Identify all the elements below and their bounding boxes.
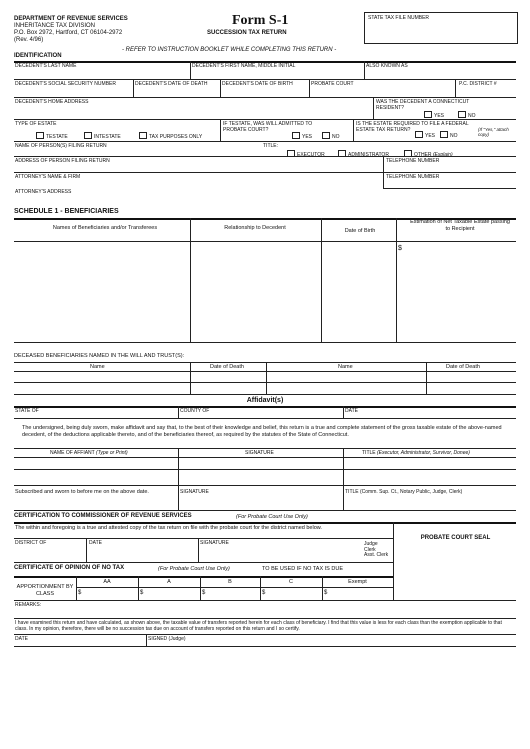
judge-signed-label: SIGNED (Judge)	[148, 636, 186, 642]
beneficiaries-entry-area[interactable]	[14, 242, 516, 342]
tax-purposes-only-option[interactable]: TAX PURPOSES ONLY	[139, 132, 202, 140]
estimation-header: Estimation of Net Taxable Estate passing to Recipient	[410, 219, 510, 232]
deceased-heading: DECEASED BENEFICIARIES NAMED IN THE WILL AND TRUST(S):	[14, 353, 185, 359]
deceased-name-header-1: Name	[90, 364, 105, 370]
ct-resident-question: WAS THE DECEDENT A CONNECTICUT RESIDENT?	[376, 99, 470, 111]
deceased-name-header-2: Name	[338, 364, 353, 370]
notary-signature-label: SIGNATURE	[180, 489, 209, 495]
checkbox-icon[interactable]	[458, 111, 466, 118]
state-tax-file-number-label: STATE TAX FILE NUMBER	[368, 15, 430, 21]
intestate-option[interactable]: INTESTATE	[84, 132, 121, 140]
first-name-label: DECEDENT'S FIRST NAME, MIDDLE INITIAL	[192, 63, 296, 69]
state-of-label: STATE OF	[15, 408, 39, 414]
deceased-dod-header-1: Date of Death	[210, 364, 244, 370]
federal-return-question: IS THE ESTATE REQUIRED TO FILE A FEDERAL ESTATE TAX RETURN?	[356, 121, 469, 133]
remarks-label: REMARKS:	[15, 602, 42, 608]
probate-court-seal-label: PROBATE COURT SEAL	[420, 535, 491, 541]
ct-resident-no[interactable]: NO	[458, 111, 476, 119]
checkbox-icon[interactable]	[424, 111, 432, 118]
class-b-header: B	[228, 579, 232, 585]
exempt-dollar: $	[324, 590, 328, 596]
ssn-label: DECEDENT'S SOCIAL SECURITY NUMBER	[15, 81, 116, 87]
affidavit-date-label: DATE	[345, 408, 358, 414]
schedule1-heading: SCHEDULE 1 - BENEFICIARIES	[14, 208, 119, 215]
probate-court-label: PROBATE COURT	[311, 81, 354, 87]
c-dollar: $	[262, 590, 266, 596]
also-known-as-label: ALSO KNOWN AS	[366, 63, 408, 69]
affiant-title-label: TITLE (Executor, Administrator, Survivor, Donee)	[362, 450, 470, 456]
title-label: TITLE:	[263, 143, 279, 149]
beneficiary-dob-header: Date of Birth	[344, 228, 376, 234]
form-title: Form S-1	[232, 13, 289, 28]
certification-date-label: DATE	[89, 540, 102, 546]
opinion-statement: I have examined this return and have calculated, as shown above, the taxable value of transfers reported herein for each class of beneficiary. I find that this value is less for each class than the exemption applicable to that class. In my opinion, therefore, there will be no succession tax due on account of transfers reported on this return and I so certify.	[15, 620, 502, 632]
department-name: DEPARTMENT OF REVENUE SERVICES	[14, 16, 128, 22]
federal-yes[interactable]: YES	[415, 131, 435, 139]
home-address-label: DECEDENT'S HOME ADDRESS	[15, 99, 89, 105]
judge-clerk-options: Judge Clerk Asst. Clerk	[364, 541, 389, 558]
county-of-label: COUNTY OF	[180, 408, 210, 414]
filer-names-label: NAME OF PERSON(S) FILING RETURN	[15, 143, 107, 149]
affiant-signature-label: SIGNATURE	[245, 450, 274, 456]
ct-resident-yes[interactable]: YES	[424, 111, 444, 119]
other-option[interactable]: OTHER (Explain)	[404, 150, 453, 158]
checkbox-icon[interactable]	[139, 132, 147, 139]
subscribed-statement: Subscribed and sworn to before me on the above date.	[15, 489, 149, 495]
class-a-header: A	[167, 579, 171, 585]
department-address: P.O. Box 2972, Hartford, CT 06104-2972	[14, 30, 123, 36]
will-admitted-yes[interactable]: YES	[292, 132, 312, 140]
revision-date: (Rev. 4/96)	[14, 37, 44, 43]
deceased-dod-header-2: Date of Death	[446, 364, 480, 370]
certification-statement: The within and foregoing is a true and attested copy of the tax return on file with the probate court for the district named below.	[15, 525, 322, 531]
executor-option[interactable]: EXECUTOR	[287, 150, 325, 158]
last-name-label: DECEDENT'S LAST NAME	[15, 63, 77, 69]
notary-title-label: TITLE (Comm. Sup. Ct., Notary Public, Judge, Clerk)	[345, 489, 463, 495]
identification-heading: IDENTIFICATION	[14, 53, 62, 59]
beneficiary-names-header: Names of Beneficiaries and/or Transferees	[52, 225, 158, 231]
checkbox-icon[interactable]	[36, 132, 44, 139]
checkbox-icon[interactable]	[84, 132, 92, 139]
affiant-name-label: NAME OF AFFIANT (Type or Print)	[50, 450, 128, 456]
filer-telephone-label: TELEPHONE NUMBER	[386, 158, 440, 164]
date-of-birth-label: DECEDENT'S DATE OF BIRTH	[222, 81, 293, 87]
will-admitted-no[interactable]: NO	[322, 132, 340, 140]
a-dollar: $	[140, 590, 144, 596]
checkbox-icon[interactable]	[440, 131, 448, 138]
federal-no[interactable]: NO	[440, 131, 458, 139]
instruction-note: - REFER TO INSTRUCTION BOOKLET WHILE COMPLETING THIS RETURN -	[122, 47, 337, 53]
checkbox-icon[interactable]	[292, 132, 300, 139]
opinion-note: (For Probate Court Use Only)	[158, 566, 230, 572]
form-subtitle: SUCCESSION TAX RETURN	[207, 30, 287, 36]
affidavit-statement: The undersigned, being duly sworn, make affidavit and say that, to the best of their knowledge and belief, this return is a true and complete statement of the gross taxable estate of the above-named decedent, of the deductions applicable thereto, and of the beneficiaries thereof, as required by the statutes of the State of Connecticut.	[22, 425, 502, 438]
will-admitted-question: IF TESTATE, WAS WILL ADMITTED TO PROBATE COURT?	[223, 121, 313, 133]
affidavit-heading: Affidavit(s)	[246, 397, 284, 404]
aa-dollar: $	[78, 590, 82, 596]
checkbox-icon[interactable]	[322, 132, 330, 139]
division-name: INHERITANCE TAX DIVISION	[14, 23, 96, 29]
class-aa-header: AA	[103, 579, 111, 585]
opinion-heading: CERTIFICATE OF OPINION OF NO TAX	[14, 565, 125, 571]
certification-heading: CERTIFICATION TO COMMISSIONER OF REVENUE SERVICES	[14, 513, 192, 519]
pc-district-label: P.C. DISTRICT #	[459, 81, 497, 87]
date-of-death-label: DECEDENT'S DATE OF DEATH	[135, 81, 208, 87]
district-of-label: DISTRICT OF	[15, 540, 47, 546]
administrator-option[interactable]: ADMINISTRATOR	[338, 150, 389, 158]
apportionment-label: APPORTIONMENT BY CLASS	[16, 584, 74, 597]
filer-address-label: ADDRESS OF PERSON FILING RETURN	[15, 158, 110, 164]
certification-signature-label: SIGNATURE	[200, 540, 229, 546]
relationship-header: Relationship to Decedent	[224, 225, 286, 231]
opinion-date-label: DATE	[15, 636, 28, 642]
estimate-dollar-sign: $	[398, 245, 402, 252]
class-c-header: C	[289, 579, 293, 585]
type-of-estate-label: TYPE OF ESTATE	[15, 121, 57, 127]
attorney-telephone-label: TELEPHONE NUMBER	[386, 174, 440, 180]
checkbox-icon[interactable]	[415, 131, 423, 138]
attorney-name-label: ATTORNEY'S NAME & FIRM	[15, 174, 81, 180]
opinion-usage-note: TO BE USED IF NO TAX IS DUE	[262, 566, 343, 572]
attorney-address-label: ATTORNEY'S ADDRESS	[15, 189, 72, 195]
certification-note: (For Probate Court Use Only)	[236, 514, 308, 520]
class-exempt-header: Exempt	[348, 579, 367, 585]
b-dollar: $	[202, 590, 206, 596]
testate-option[interactable]: TESTATE	[36, 132, 68, 140]
federal-attach-note: (If "Yes," attach copy)	[478, 127, 509, 137]
